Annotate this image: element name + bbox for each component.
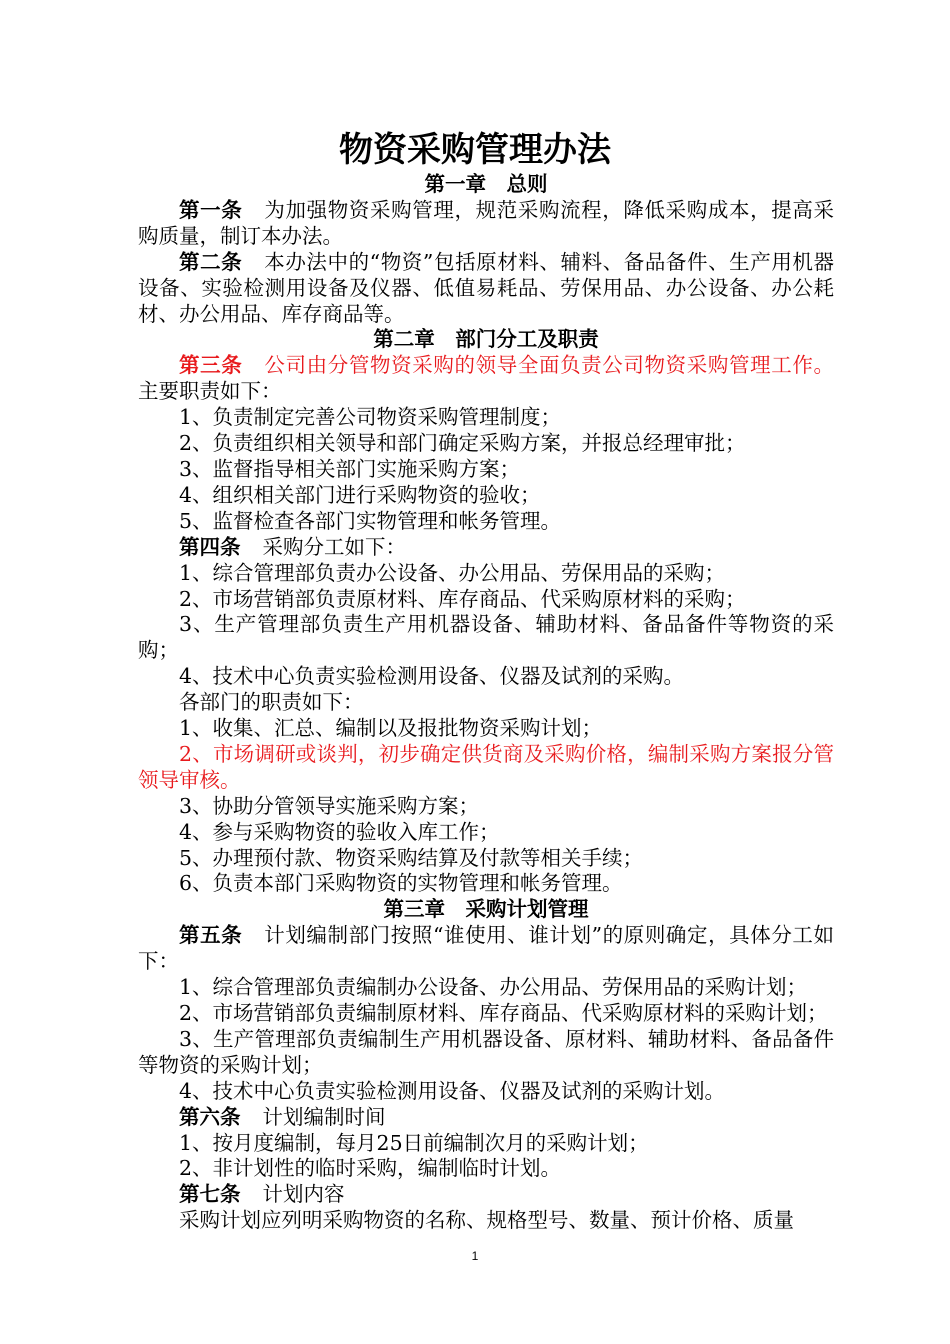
article-4-item-1: 1、综合管理部负责办公设备、办公用品、劳保用品的采购； [179, 560, 726, 585]
document-title: 物资采购管理办法 [339, 130, 611, 170]
article-3-item-2: 2、负责组织相关领导和部门确定采购方案，并报总经理审批； [179, 431, 746, 456]
article-6 [138, 1105, 834, 1131]
article-text: 为加强物资采购管理，规范采购流程，降低采购成本，提高采购质量，制订本办法。 [138, 197, 835, 248]
article-text: 公司由分管物资采购的领导全面负责公司物资采购管理工作。 [264, 353, 835, 378]
article-4-item-4: 4、技术中心负责实验检测用设备、仪器及试剂的采购。 [179, 664, 685, 689]
article-number: 第五条 [179, 923, 243, 948]
article-5-item-3: 3、生产管理部负责编制生产用机器设备、原材料、辅助材料、备品备件等物资的采购计划； [138, 1026, 834, 1077]
duty-item-1: 1、收集、汇总、编制以及报批物资采购计划； [179, 716, 603, 741]
article-3-item-4: 4、组织相关部门进行采购物资的验收； [179, 482, 541, 507]
article-5-item-1: 1、综合管理部负责编制办公设备、办公用品、劳保用品的采购计划； [179, 975, 808, 1000]
article-3-item-1: 1、负责制定完善公司物资采购管理制度； [179, 405, 562, 430]
duty-item-3: 3、协助分管领导实施采购方案； [179, 793, 480, 818]
article-5-item-2: 2、市场营销部负责编制原材料、库存商品、代采购原材料的采购计划； [179, 1001, 828, 1025]
duty-item-5: 5、办理预付款、物资采购结算及付款等相关手续； [179, 845, 644, 870]
article-number: 第四条 [179, 534, 241, 559]
article-4-item-3: 3、生产管理部负责生产用机器设备、辅助材料、备品备件等物资的采购； [138, 612, 834, 663]
article-number: 第三条 [179, 353, 243, 378]
article-1 [138, 198, 834, 250]
article-6-item-1: 1、按月度编制，每月25日前编制次月的采购计划； [179, 1130, 649, 1155]
article-3-item-3: 3、监督指导相关部门实施采购方案； [179, 456, 521, 481]
department-duties-intro: 各部门的职责如下： [179, 690, 364, 715]
article-3 [138, 353, 834, 405]
article-number: 第六条 [179, 1104, 241, 1129]
chapter-2-heading: 第二章 部门分工及职责 [373, 327, 599, 352]
article-6-item-2: 2、非计划性的临时采购，编制临时计划。 [179, 1156, 562, 1181]
article-text: 计划编制部门按照“谁使用、谁计划”的原则确定，具体分工如下： [138, 923, 835, 974]
article-4-item-2: 2、市场营销部负责原材料、库存商品、代采购原材料的采购； [179, 586, 746, 611]
document-body [138, 172, 834, 1234]
article-5-item-4: 4、技术中心负责实验检测用设备、仪器及试剂的采购计划。 [179, 1078, 726, 1103]
duty-item-6: 6、负责本部门采购物资的实物管理和帐务管理。 [179, 871, 623, 896]
article-4 [138, 535, 834, 561]
article-text: 计划编制时间 [262, 1104, 386, 1129]
article-number: 第七条 [179, 1182, 241, 1207]
article-number: 第一条 [179, 197, 243, 222]
article-3-item-5: 5、监督检查各部门实物管理和帐务管理。 [179, 508, 562, 533]
article-text: 采购分工如下： [262, 534, 406, 559]
article-number: 第二条 [179, 249, 243, 274]
article-text: 本办法中的“物资”包括原材料、辅料、备品备件、生产用机器设备、实验检测用设备及仪器、低值易耗品、劳保用品、办公设备、办公耗材、办公用品、库存商品等。 [138, 249, 835, 326]
article-5 [138, 923, 834, 975]
duty-item-4: 4、参与采购物资的验收入库工作； [179, 819, 500, 844]
article-text: 计划内容 [262, 1182, 345, 1207]
duty-item-2: 2、市场调研或谈判，初步确定供货商及采购价格，编制采购方案报分管领导审核。 [138, 741, 834, 792]
page-number: 1 [471, 1249, 479, 1263]
article-2 [138, 250, 834, 328]
chapter-3-heading: 第三章 采购计划管理 [383, 897, 589, 922]
article-7-text: 采购计划应列明采购物资的名称、规格型号、数量、预计价格、质量 [179, 1208, 794, 1233]
article-7 [138, 1182, 834, 1208]
chapter-1-heading: 第一章 总则 [424, 172, 548, 196]
article-text-continuation: 主要职责如下： [138, 379, 282, 404]
